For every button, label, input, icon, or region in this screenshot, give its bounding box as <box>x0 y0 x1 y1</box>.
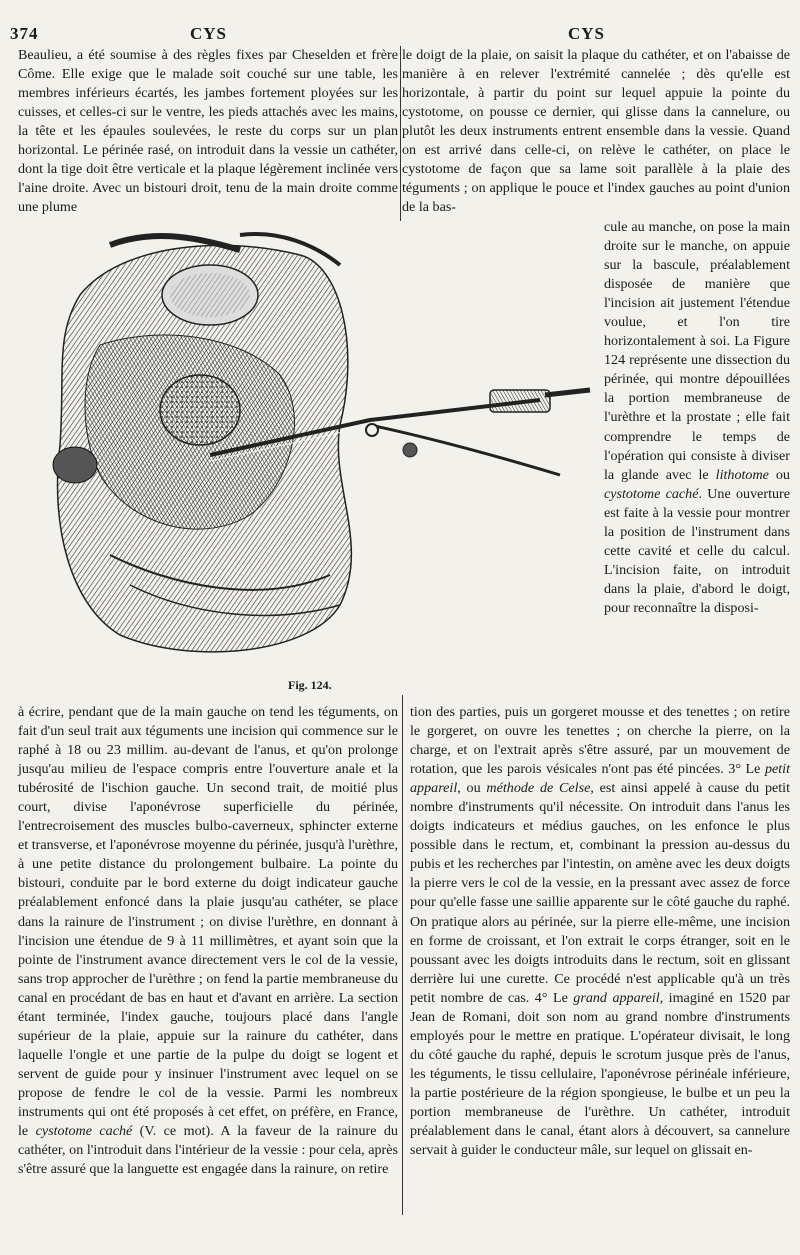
text-run: . Une ouverture est faite à la vessie pour montrer la position de l'instrument dans cette cavité et celle du calcul. L'incision faite, on introduit dans la plaie, d'abord le doigt, pour reconnaître la disposi- <box>604 485 790 616</box>
text-block-beside-figure <box>604 218 790 618</box>
text-run: , ou <box>457 780 487 797</box>
column-divider-top <box>400 46 401 221</box>
text-block-bottom-right <box>410 703 790 1160</box>
page-number: 374 <box>10 24 39 43</box>
paragraph: Beaulieu, a été soumise à des règles fixes par Cheselden et frère Côme. Elle exige que le malade soit couché sur une table, les membres inférieurs écartés, les jambes fortement ployées sur les cuisses, et celles-ci sur le ventre, les pieds attachés avec les mains, la tête et les épaules soulevées, le reste du corps sur un plan horizontal. Le périnée rasé, on introduit dans la vessie un cathéter, dont la tige doit être verticale et la plaque légèrement inclinée vers l'aine droite. Avec un bistouri droit, tenu de la main droite comme une plume <box>18 47 398 216</box>
term-methode-celse: méthode de Celse <box>486 780 591 797</box>
term-cystotome: cystotome caché <box>604 485 699 502</box>
running-head-left: CYS <box>190 24 228 43</box>
running-head-right: CYS <box>568 24 606 43</box>
text-run: tion des parties, puis un gorgeret mousse et des tenettes ; on retire le gorgeret, on ouvre les tenettes ; on cherche la pierre, on la charge, et on l'extrait après s'être assuré, par un mouvement de rotation, que les parois vésicales n'ont pas été pincées. 3° Le <box>410 704 790 778</box>
text-run: , imaginé en 1520 par Jean de Romani, doit son nom au grand nombre d'instruments employés pour le mettre en pratique. L'opérateur divisait, le long du côté gauche du raphé, depuis le scrotum jusque près de l'anus, les téguments, le tissu cellulaire, l'aponévrose périnéale inférieure, la partie postérieure de la région spongieuse, le bulbe et un peu la portion membraneuse de l'urèthre. Un cathéter, introduit préalablement dans le canal, étant alors à découvert, sa cannelure servait à guider le conducteur mâle, sur lequel on glissait en- <box>410 989 790 1159</box>
paragraph <box>604 218 790 618</box>
term-cystotome: cystotome caché <box>35 1123 133 1140</box>
term-grand-appareil: grand appareil <box>573 989 660 1006</box>
text-run: (V. ce mot). A la faveur de la rainure du cathéter, on l'introduit dans l'intérieur de la vessie : pour cela, après s'être assuré que la languette est engagée dans la rainure, on retire <box>18 1123 398 1178</box>
anatomical-engraving-figure <box>40 225 595 670</box>
column-divider <box>402 695 403 1215</box>
text-block-top-left <box>18 46 398 217</box>
term-lithotome: lithotome <box>715 466 769 483</box>
text-run: ou <box>768 466 790 483</box>
paragraph <box>410 703 790 1160</box>
text-run: à écrire, pendant que de la main gauche on tend les téguments, on fait d'un seul trait aux téguments une incision qui commence sur le raphé à 18 ou 23 millim. au-devant de l'anus, et qu'on prolonge jusqu'au milieu de l'espace compris entre l'ouverture anale et la tubérosité de l'ischion gauche. Un second trait, de moitié plus court, divise l'aponévrose superficielle du périnée, l'entrecroisement des muscles bulbo-caverneux, sphincter externe et transverse, et l'aponévrose moyenne du périnée, jusqu'à l'urèthre, à une petite distance du prolongement bulbaire. La pointe du bistouri, conduite par le bord externe du doigt indicateur gauche préalablement enfoncé dans la plaie jusqu'au cathéter, se place dans la rainure de l'instrument ; on divise l'urèthre, en donnant à l'incision une étendue de 9 à 11 millimètres, et ayant soin que la pointe de l'instrument avance directement vers le col de la vessie, sans trop approcher de l'urèthre ; on fend la partie membraneuse du canal en procédant de bas en haut et d'avant en arrière. La section étant terminée, l'index gauche, toujours placé dans l'angle supérieur de la plaie, appuie sur la rainure du cathéter, dans laquelle l'ongle et une partie de la pulpe du doigt se logent et servent de guide pour y insinuer l'instrument avec lequel on se propose de fendre le col de la vessie. Parmi les nombreux instruments qui ont été proposés à cet effet, on préfère, en France, le <box>18 704 398 1140</box>
text-block-top-right <box>402 46 790 217</box>
text-block-bottom-left <box>18 703 398 1179</box>
figure-caption: Fig. 124. <box>288 678 332 692</box>
text-run: cule au manche, on pose la main droite sur le manche, on appuie sur la bascule, préalablement disposée de manière que l'incision ait justement l'étendue voulue, et l'on tire horizontalement à soi. La Figure 124 représente une dissection du périnée, qui montre dépouillées la portion membraneuse de l'urèthre et la prostate ; elle fait comprendre le temps de l'opération qui consiste à diviser la glande avec le <box>604 219 790 483</box>
term-petit-appareil: petit appareil <box>410 761 790 797</box>
paragraph <box>18 703 398 1179</box>
text-run: , est ainsi appelé à cause du petit nombre d'instruments qu'il nécessite. On introduit dans l'anus les doigts indicateurs et médius gauches, on les enfonce le plus possible dans le rectum, et, combinant la pression au-dessus du pubis et les recherches par l'intestin, on amène avec les deux doigts la pierre vers le col de la vessie, en la pressant avec assez de force pour qu'elle fasse une saillie apparente sur le côté gauche du raphé. On pratique alors au périnée, sur la pierre elle-même, une incision en forme de croissant, et l'on extrait le corps étranger, soit en le poussant avec les doigts introduits dans le rectum, soit en glissant derrière lui une curette. Ce procédé n'est applicable qu'à un très petit nombre de cas. 4° Le <box>410 780 790 1006</box>
paragraph: le doigt de la plaie, on saisit la plaque du cathéter, et on l'abaisse de manière à en relever l'extrémité cannelée ; dès qu'elle est horizontale, à partir du point sur lequel appuie la pointe du cystotome, on pousse ce dernier, qui glisse dans la cannelure, ou plutôt les deux instruments entrent ensemble dans la vessie. Quand on est arrivé dans celle-ci, on relève le cathéter, on place le cystotome de façon que sa lame soit parallèle à la plaie des téguments ; on applique le pouce et l'index gauches au point d'union de la bas- <box>402 47 790 216</box>
